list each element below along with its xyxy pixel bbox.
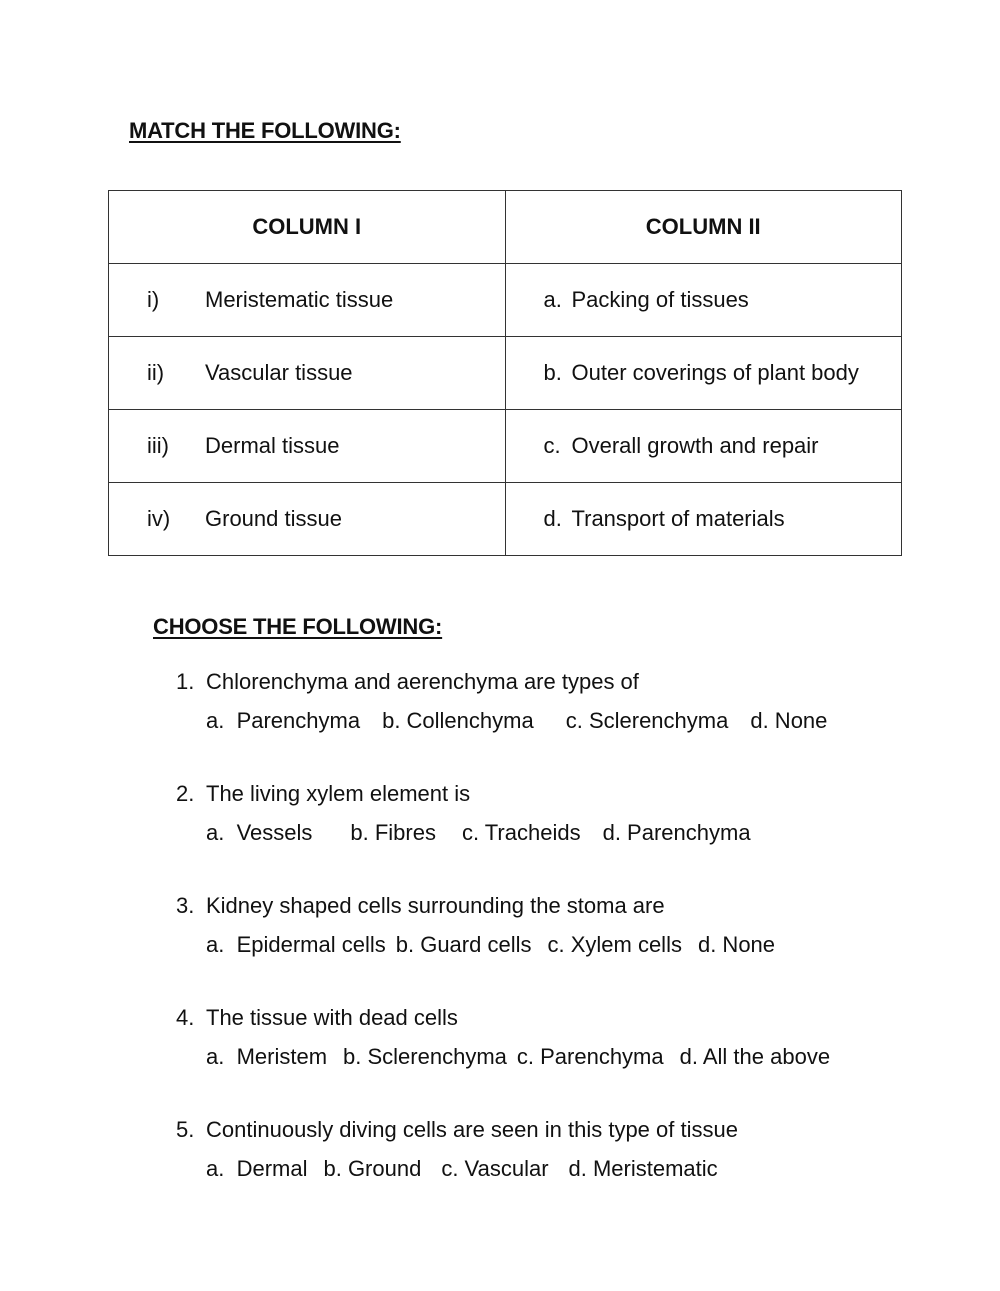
option-b: b. Ground	[323, 1156, 422, 1181]
choose-heading-colon: :	[435, 614, 443, 639]
option-b: b. Guard cells	[395, 932, 532, 957]
column-2-cell	[505, 337, 902, 410]
option-c: c. Parenchyma	[516, 1044, 664, 1069]
answer-text: Packing of tissues	[571, 287, 749, 312]
question-item	[176, 1115, 852, 1187]
match-table	[108, 190, 902, 556]
option-d: d. Meristematic	[568, 1156, 718, 1181]
table-row	[109, 410, 902, 483]
column-1-cell	[109, 337, 506, 410]
column-2-cell	[505, 483, 902, 556]
match-table-header-row	[109, 191, 902, 264]
question-number: 5.	[176, 1117, 195, 1142]
table-row	[109, 337, 902, 410]
column-2-cell	[505, 410, 902, 483]
question-list	[176, 667, 852, 1227]
option-a: a. Dermal	[206, 1156, 308, 1181]
question-number: 3.	[176, 893, 195, 918]
question-number: 1.	[176, 669, 195, 694]
option-b: b. Fibres	[350, 820, 436, 845]
question-number: 2.	[176, 781, 195, 806]
question-item	[176, 891, 852, 963]
question-item	[176, 779, 852, 851]
option-c: c. Vascular	[441, 1156, 549, 1181]
option-a: a. Parenchyma	[206, 708, 361, 733]
option-b: b. Sclerenchyma	[343, 1044, 507, 1069]
column-2-cell	[505, 264, 902, 337]
option-row	[206, 1039, 852, 1075]
answer-letter: a.	[543, 287, 562, 312]
column-1-header: COLUMN I	[109, 191, 506, 264]
option-row	[206, 1151, 852, 1187]
question-item	[176, 1003, 852, 1075]
option-c: c. Tracheids	[461, 820, 581, 845]
table-row	[109, 483, 902, 556]
answer-letter: b.	[543, 360, 562, 385]
item-number: i)	[147, 287, 160, 312]
item-text: Vascular tissue	[205, 360, 353, 385]
question-item	[176, 667, 852, 739]
question-text: Kidney shaped cells surrounding the stoma are	[206, 893, 665, 918]
option-d: d. None	[750, 708, 828, 733]
option-a: a. Epidermal cells	[206, 932, 386, 957]
option-a: a. Vessels	[206, 820, 313, 845]
question-number: 4.	[176, 1005, 195, 1030]
answer-letter: d.	[543, 506, 562, 531]
question-text: The tissue with dead cells	[206, 1005, 458, 1030]
option-row	[206, 703, 852, 739]
item-number: ii)	[147, 360, 165, 385]
option-d: d. All the above	[679, 1044, 831, 1069]
question-text: Continuously diving cells are seen in this type of tissue	[206, 1117, 738, 1142]
question-text: Chlorenchyma and aerenchyma are types of	[206, 669, 639, 694]
answer-text: Outer coverings of plant body	[571, 360, 859, 385]
column-1-cell	[109, 410, 506, 483]
option-row	[206, 927, 852, 963]
item-text: Dermal tissue	[205, 433, 340, 458]
choose-heading-text: CHOOSE THE FOLLOWING	[153, 614, 435, 639]
question-text: The living xylem element is	[206, 781, 471, 806]
item-number: iv)	[147, 506, 171, 531]
option-c: c. Sclerenchyma	[565, 708, 729, 733]
column-1-cell	[109, 483, 506, 556]
column-1-cell	[109, 264, 506, 337]
option-d: d. None	[697, 932, 776, 957]
option-b: b. Collenchyma	[382, 708, 534, 733]
choose-heading	[153, 614, 442, 640]
column-2-header: COLUMN II	[505, 191, 902, 264]
option-c: c. Xylem cells	[547, 932, 682, 957]
answer-text: Overall growth and repair	[571, 433, 819, 458]
item-text: Meristematic tissue	[205, 287, 394, 312]
option-d: d. Parenchyma	[602, 820, 751, 845]
answer-text: Transport of materials	[571, 506, 785, 531]
option-row	[206, 815, 852, 851]
table-row	[109, 264, 902, 337]
item-text: Ground tissue	[205, 506, 342, 531]
answer-letter: c.	[543, 433, 561, 458]
match-heading: MATCH THE FOLLOWING:	[129, 118, 401, 143]
option-a: a. Meristem	[206, 1044, 328, 1069]
item-number: iii)	[147, 433, 169, 458]
